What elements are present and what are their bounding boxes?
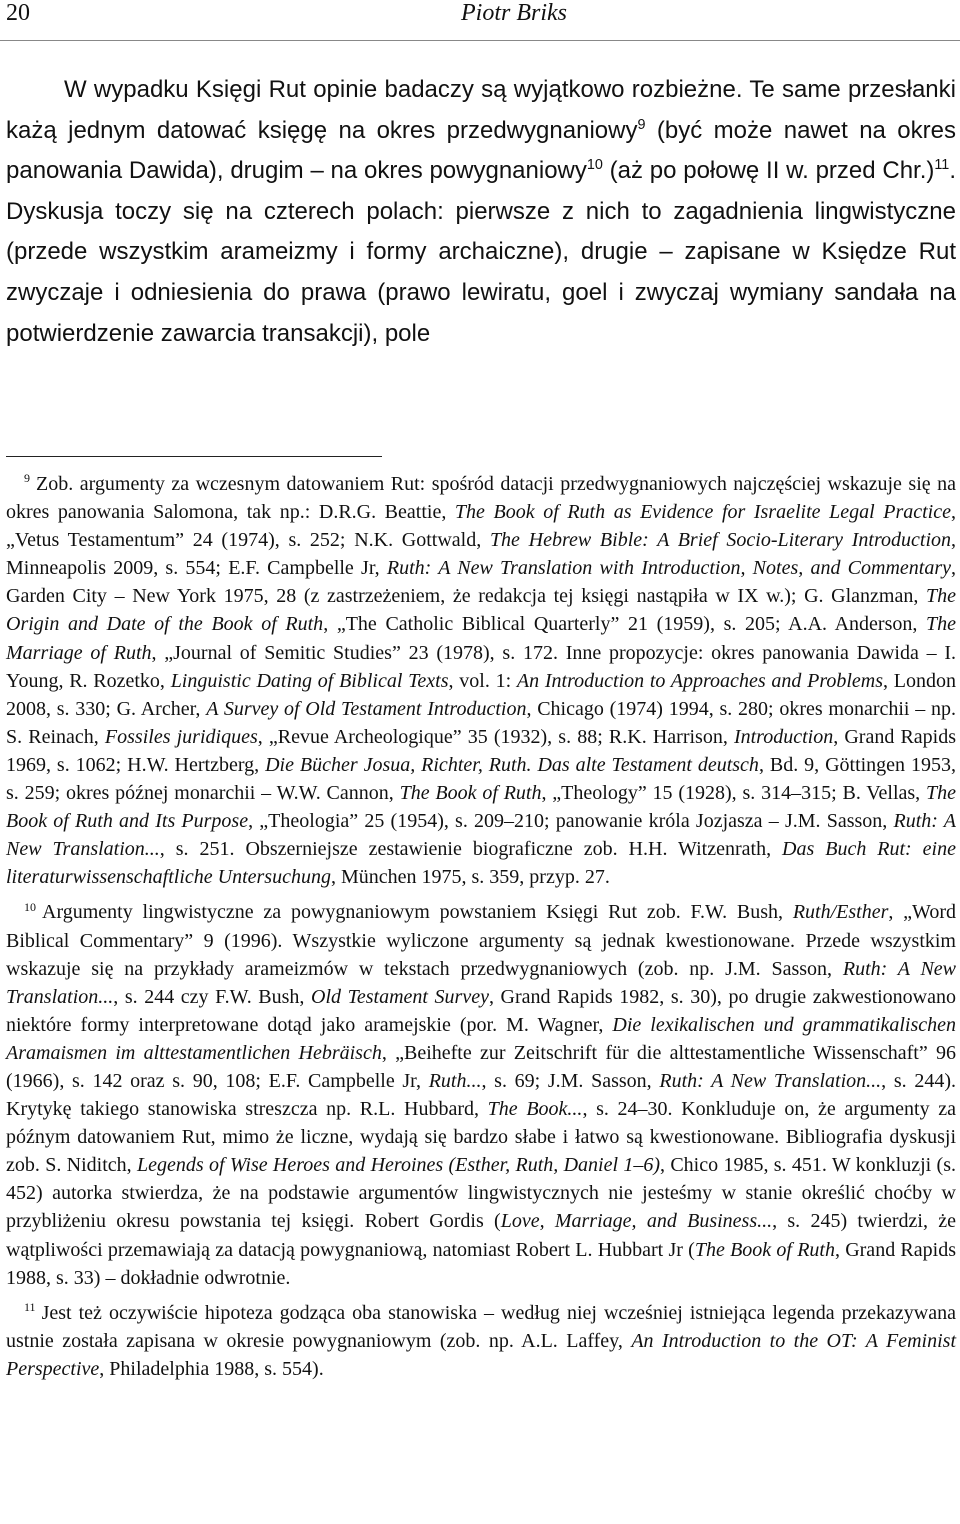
text-run: , „The Catholic Biblical Quarterly” 21 (1959), s. 205; A.A. Anderson,: [323, 613, 926, 636]
body-paragraph: [6, 70, 956, 354]
italic-title: The Book of Ruth: [694, 1238, 835, 1261]
italic-title: Fossiles juridiques: [104, 725, 258, 748]
footnote-9: [6, 470, 956, 891]
text-run: , Garden City – New York 1975, 28 (z zastrzeżeniem, że redakcja tej księgi nastąpiła w IX w.); G. Glanzman,: [6, 557, 956, 608]
italic-title: The Book of Ruth as Evidence for Israelite Legal Practice: [454, 501, 951, 524]
italic-title: Old Testament Survey: [311, 985, 489, 1008]
italic-title: Die Bücher Josua, Richter, Ruth. Das alte Testament deutsch: [265, 753, 759, 776]
text-run: , s. 251. Obszerniejsze zestawienie biograficzne zob. H.H. Witzenrath,: [159, 838, 783, 861]
main-text: [6, 70, 956, 354]
italic-title: The Book...: [487, 1098, 583, 1121]
footnote-ref-10: 10: [586, 157, 603, 174]
footnote-number: 10: [24, 899, 36, 914]
italic-title: Introduction: [733, 725, 834, 748]
footnote-ref-11: 11: [934, 157, 950, 174]
text-run: Zob. argumenty za wczesnym datowaniem Rut: spośród datacji przedwygnaniowych najczęściej wskazuje się na okres panowania Salomona, tak np.: D.R.G. Beattie,: [6, 473, 956, 524]
text-run: , „Revue Archeologique” 35 (1932), s. 88; R.K. Harrison,: [257, 725, 734, 748]
italic-title: Ruth: A New Translation...: [659, 1069, 882, 1092]
footnote-ref-9: 9: [637, 116, 646, 133]
italic-title: The Book of Ruth: [399, 782, 542, 805]
footnote-number: 11: [24, 1300, 36, 1315]
footnote-number: 9: [24, 471, 30, 486]
italic-title: Ruth: A New Translation with Introduction, Notes, and Commentary: [386, 557, 951, 580]
italic-title: Ruth...: [428, 1069, 482, 1092]
text-run: , „Beihefte zur Zeitschrift für die alttestamentliche Wissenschaft” 96 (1966), s. 142 oraz s. 90, 108; E.F. Campbelle Jr,: [6, 1041, 956, 1092]
text-run: , Grand Rapids 1982, s. 30), po drugie zakwestionowano niektóre formy interpretowane dotąd jako aramejskie (por. M. Wagner,: [6, 985, 956, 1036]
text-run: , „Theologia” 25 (1954), s. 209–210; panowanie króla Jozjasza – J.M. Sasson,: [248, 810, 894, 833]
text-run: , s. 69; J.M. Sasson,: [481, 1069, 660, 1092]
footnote-separator: [6, 456, 382, 457]
italic-title: Ruth: A New Translation...: [6, 810, 956, 861]
text-run: , Chicago (1974) 1994, s. 280; okres monarchii – np. S. Reinach,: [6, 697, 956, 748]
text-run: , „Theology” 15 (1928), s. 314–315; B. Vellas,: [541, 782, 926, 805]
italic-title: Das Buch Rut: eine literaturwissenschaftliche Untersuchung: [6, 838, 956, 889]
text-run: , „Journal of Semitic Studies” 23 (1978), s. 172. Inne propozycje: okres panowania Dawida – I. Young, R. Rozetko,: [6, 641, 956, 692]
italic-title: Die lexikalischen und grammatikalischen Aramaismen im alttestamentlichen Hebräisch: [6, 1013, 956, 1064]
text-run: , s. 245) twierdzi, że wątpliwości przemawiają za datacją powygnaniową, natomiast Robert L. Hubbart Jr (: [6, 1210, 956, 1261]
running-header: [6, 0, 960, 28]
footnote-11: [6, 1299, 956, 1383]
text-run: , Chico 1985, s. 451. W konkluzji (s. 452) autorka stwierdza, że na podstawie argumentów lingwistycznych nie jesteśmy w stanie określić choćby w przybliżeniu okresu powstania tej księgi. Robert Gordis (: [6, 1154, 956, 1233]
italic-title: The Origin and Date of the Book of Ruth: [6, 585, 956, 636]
text-run: , London 2008, s. 330; G. Archer,: [6, 669, 956, 720]
text-run: (być może nawet na okres panowania Dawida), drugim – na okres powygnaniowy: [6, 116, 956, 185]
italic-title: An Introduction to the OT: A Feminist Perspective: [6, 1329, 956, 1380]
italic-title: The Hebrew Bible: A Brief Socio-Literary Introduction: [489, 529, 952, 552]
italic-title: Ruth/Esther: [792, 901, 889, 924]
text-run: , s. 24–30. Konkluduje on, że argumenty za późnym datowaniem Rut, mimo że liczne, wydają się bardzo słabe i łatwo są kwestionowane. Bibliografia dyskusji zob. S. Niditch,: [6, 1098, 957, 1177]
text-run: , Bd. 9, Göttingen 1953, s. 259; okres późnej monarchii – W.W. Cannon,: [6, 753, 956, 805]
text-run: , s. 244). Krytykę takiego stanowiska streszcza np. R.L. Hubbard,: [6, 1069, 956, 1121]
page-number: 20: [6, 0, 30, 26]
text-run: , Philadelphia 1988, s. 554).: [99, 1357, 324, 1380]
text-run: Argumenty lingwistyczne za powygnaniowym powstaniem Księgi Rut zob. F.W. Bush,: [42, 901, 793, 924]
italic-title: A Survey of Old Testament Introduction: [206, 697, 527, 720]
text-run: . Dyskusja toczy się na czterech polach: pierwsze z nich to zagadnienia lingwistyczne (przede wszystkim arameizmy i formy archaiczne), drugie – zapisane w Księdze Rut zwyczaje i odniesienia do prawa (prawo lewiratu, goel i zwyczaj wymiany sandała na potwierdzenie zawarcia transakcji), pole: [6, 157, 956, 347]
header-rule: [0, 40, 960, 41]
footnotes: [6, 470, 956, 1390]
text-run: , Grand Rapids 1969, s. 1062; H.W. Hertzberg,: [6, 725, 957, 776]
italic-title: An Introduction to Approaches and Problems: [516, 669, 884, 692]
text-run: , s. 244 czy F.W. Bush,: [113, 985, 311, 1008]
text-run: , „Word Biblical Commentary” 9 (1996). Wszystkie wyliczone argumenty są jednak kwestionowane. Przede wszystkim wskazuje się na przykłady arameizmów w tekstach przedwygnaniowych (zob. np. J.M. Sasson,: [6, 901, 956, 980]
footnote-10: [6, 898, 956, 1291]
italic-title: Linguistic Dating of Biblical Texts: [170, 669, 449, 692]
text-run: Jest też oczywiście hipoteza godząca oba stanowiska – według niej wcześniej istniejąca legenda przekazywana ustnie została zapisana w okresie powygnaniowym (zob. np. A.L. Laffey,: [6, 1301, 956, 1352]
running-head-author: Piotr Briks: [461, 0, 567, 26]
text-run: , München 1975, s. 359, przyp. 27.: [330, 866, 610, 889]
italic-title: Ruth: A New Translation...: [6, 957, 957, 1008]
italic-title: Legends of Wise Heroes and Heroines (Esther, Ruth, Daniel 1–6): [136, 1154, 661, 1177]
italic-title: The Marriage of Ruth: [6, 613, 956, 664]
text-run: , Grand Rapids 1988, s. 33) – dokładnie odwrotnie.: [6, 1238, 956, 1289]
text-run: , „Vetus Testamentum” 24 (1974), s. 252; N.K. Gottwald,: [6, 501, 956, 552]
italic-title: Love, Marriage, and Business...: [500, 1210, 773, 1233]
text-run: , Minneapolis 2009, s. 554; E.F. Campbelle Jr,: [6, 529, 957, 580]
text-run: W wypadku Księgi Rut opinie badaczy są wyjątkowo rozbieżne. Te same przesłanki każą jednym datować księgę na okres przedwygnaniowy: [6, 76, 956, 144]
text-run: , vol. 1:: [448, 669, 517, 692]
italic-title: The Book of Ruth and Its Purpose: [6, 782, 956, 833]
text-run: (aż po połowę II w. przed Chr.): [602, 157, 935, 185]
